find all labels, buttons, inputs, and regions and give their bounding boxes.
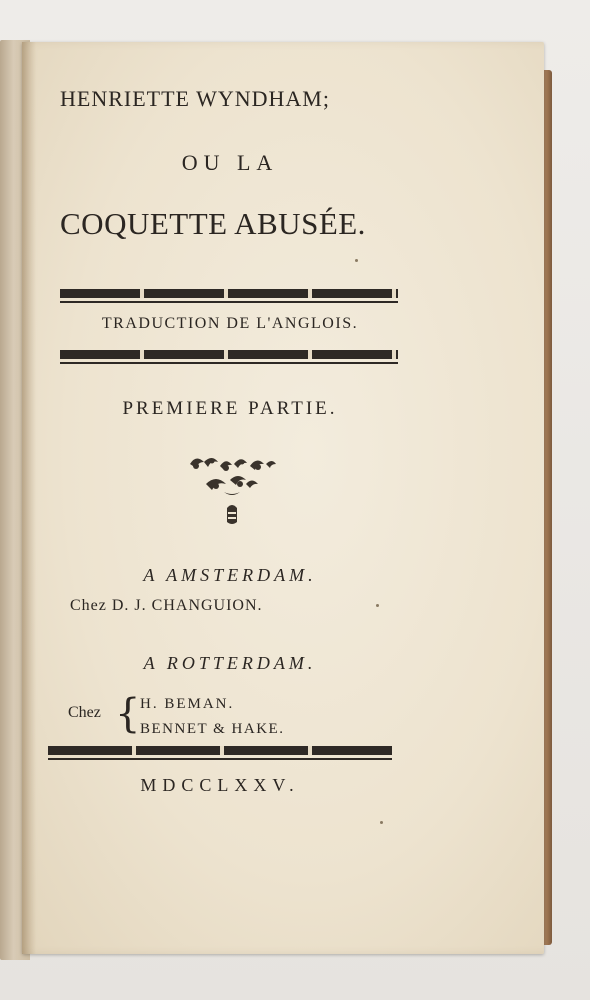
paper-speck: [376, 604, 379, 607]
imprint-chez-label: Chez: [68, 704, 101, 721]
title-line-3: COQUETTE ABUSÉE.: [60, 206, 366, 241]
part-heading: PREMIERE PARTIE.: [122, 398, 338, 419]
imprint-publisher-bennet-hake: BENNET & HAKE.: [140, 721, 285, 737]
typographic-rule-middle: [60, 350, 398, 359]
title-page: [22, 42, 544, 954]
typographic-rule-top: [60, 289, 398, 298]
imprint-place-amsterdam: A AMSTERDAM.: [143, 565, 317, 585]
paper-speck: [355, 259, 358, 262]
brace-icon: {: [115, 691, 141, 737]
page-gutter-shadow: [22, 42, 36, 954]
paper-speck: [380, 821, 383, 824]
title-line-2: OU LA: [181, 150, 279, 175]
imprint-publisher-beman: H. BEMAN.: [140, 696, 235, 712]
publication-year: MDCCLXXV.: [140, 775, 300, 795]
floral-ornament-icon: [186, 452, 278, 534]
translation-note: TRADUCTION DE L'ANGLOIS.: [101, 315, 359, 332]
imprint-place-rotterdam: A ROTTERDAM.: [143, 653, 317, 673]
title-line-1: HENRIETTE WYNDHAM;: [60, 86, 330, 111]
imprint-publisher-changuion: Chez D. J. CHANGUION.: [70, 597, 263, 614]
typographic-rule-bottom: [48, 746, 392, 755]
